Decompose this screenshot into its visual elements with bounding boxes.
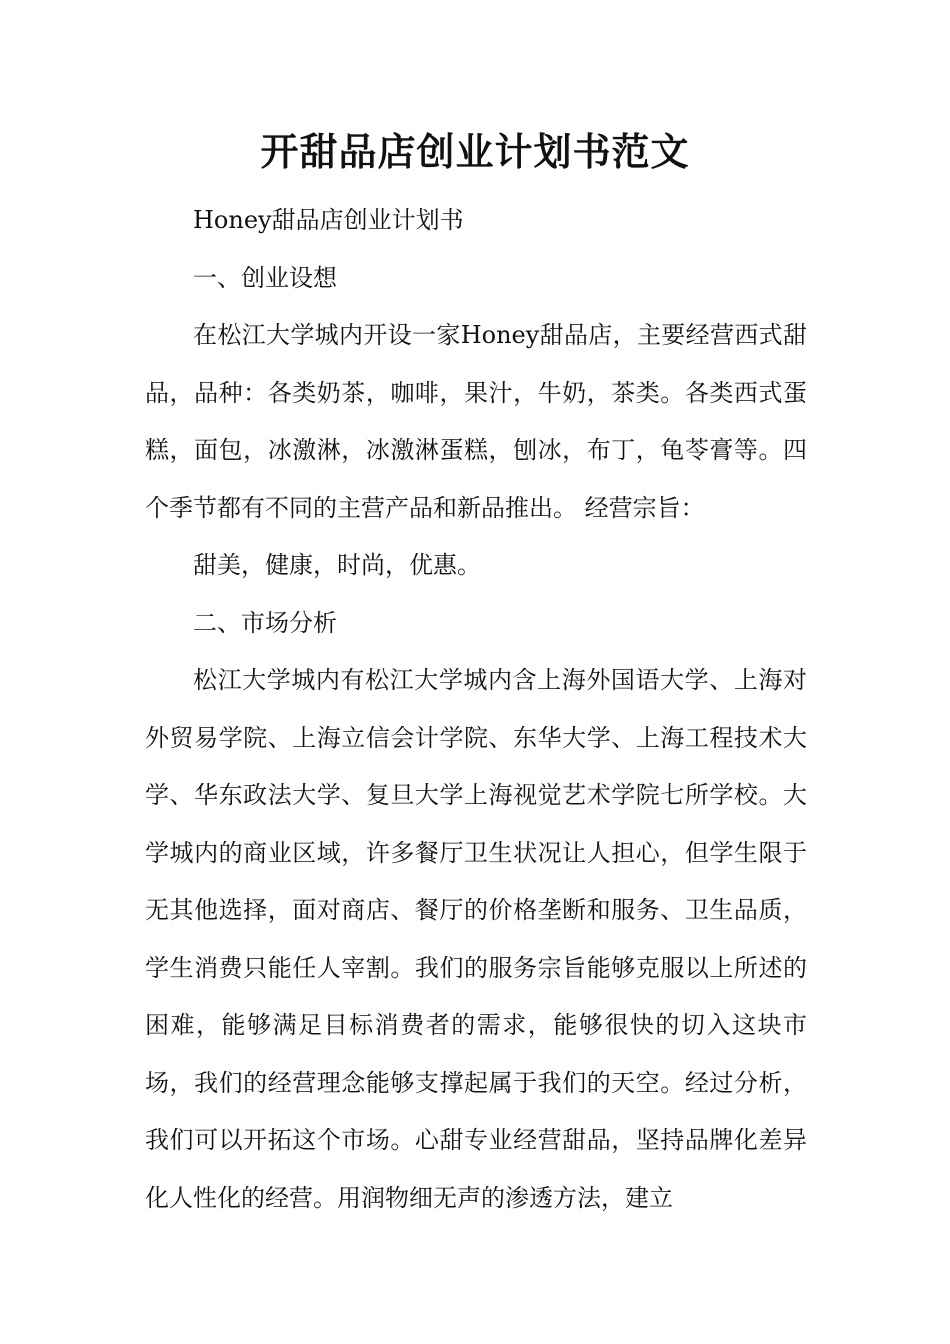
document-title: 开甜品店创业计划书范文 [260, 129, 690, 174]
paragraph-plan-heading: Honey甜品店创业计划书 [193, 206, 464, 234]
document-body [145, 192, 807, 1227]
paragraph-market-analysis: 松江大学城内有松江大学城内含上海外国语大学、上海对外贸易学院、上海立信会计学院、东华大学、上海工程技术大学、华东政法大学、复旦大学上海视觉艺术学院七所学校。大学城内的商业区域，许多餐厅卫生状况让人担心，但学生限于无其他选择，面对商店、餐厅的价格垄断和服务、卫生品质，学生消费只能任人宰割。我们的服务宗旨能够克服以上所述的困难，能够满足目标消费者的需求，能够很快的切入这块市场，我们的经营理念能够支撑起属于我们的天空。经过分析，我们可以开拓这个市场。心甜专业经营甜品，坚持品牌化差异化人性化的经营。用润物细无声的渗透方法，建立 [145, 666, 807, 1212]
paragraph-business-idea: 在松江大学城内开设一家Honey甜品店，主要经营西式甜品，品种：各类奶茶，咖啡，果汁，牛奶，茶类。各类西式蛋糕，面包，冰激淋，冰激淋蛋糕，刨冰，布丁，龟苓膏等。四个季节都有不同的主营产品和新品推出。 经营宗旨： [145, 321, 807, 522]
paragraph-section-2-heading: 二、市场分析 [193, 608, 337, 637]
paragraph-section-1-heading: 一、创业设想 [193, 263, 337, 292]
paragraph-business-motto: 甜美，健康，时尚，优惠。 [193, 551, 481, 579]
